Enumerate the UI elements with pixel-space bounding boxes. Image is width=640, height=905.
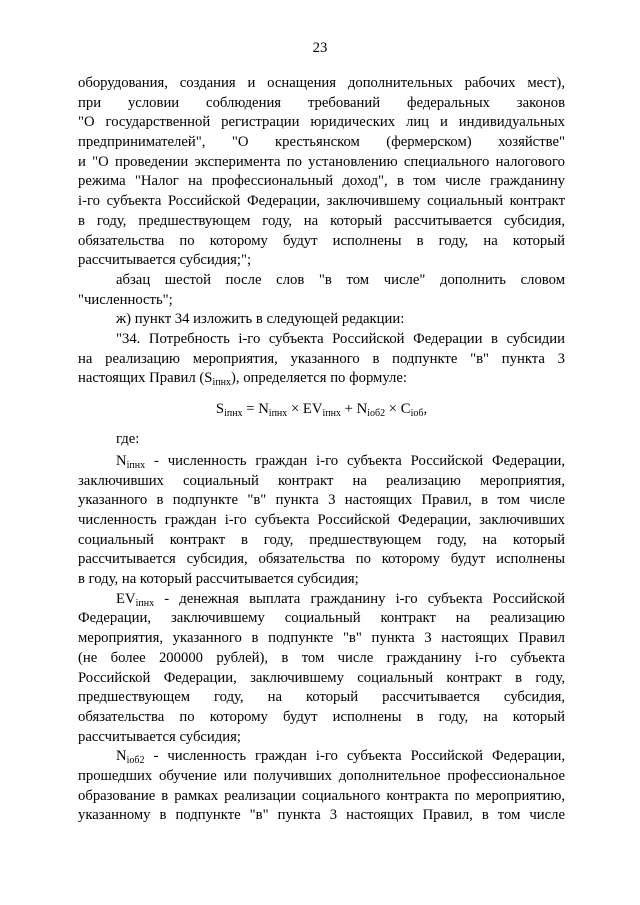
formula-symbol: N — [356, 401, 368, 417]
amendment-point-34 — [78, 310, 565, 330]
definition-text: - численность граждан i-го субъекта Российской Федерации, — [144, 748, 565, 765]
text-line: указанного в подпункте "в" пункта 3 настоящих Правил, в том числе — [78, 492, 565, 509]
definition — [78, 747, 565, 826]
formula-operator: = — [246, 401, 255, 417]
formula-end: , — [423, 401, 428, 417]
definition-first-line — [78, 590, 565, 610]
formula-symbol: S — [215, 401, 225, 417]
text-line: рассчитывается субсидия; — [78, 728, 241, 745]
text-line: "34. Потребность i-го субъекта Российской Федерации в субсидии — [116, 330, 565, 347]
text-line: оборудования, создания и оснащения дополнительных рабочих мест), — [78, 75, 565, 91]
text-fragment: ), определяется по формуле: — [230, 370, 407, 387]
text-line: режима "Налог на профессиональный доход", в том числе гражданину — [78, 173, 565, 190]
definition-text: - денежная выплата гражданину i-го субъекта Российской — [154, 590, 565, 607]
text-line: "О государственной регистрации юридических лиц и индивидуальных — [78, 114, 565, 131]
definition — [78, 452, 565, 590]
text-line: в году, на который рассчитывается субсидия; — [78, 571, 359, 588]
text-line: Российской Федерации, заключившему социальный контракт в году, — [78, 669, 565, 686]
formula-operator: × — [290, 401, 300, 417]
definition — [78, 590, 565, 748]
text-line: мероприятия, указанного в подпункте "в" пункта 3 настоящих Правил — [78, 630, 565, 647]
formula-operator: × — [388, 401, 398, 417]
definition-first-line — [78, 747, 565, 767]
text-line: рассчитывается субсидия, обязательства по которому будут исполнены — [78, 551, 565, 568]
formula-operator: + — [344, 401, 353, 417]
formula-subscript: iпнх — [224, 408, 243, 419]
definition-first-line — [78, 452, 565, 472]
formula-symbol: EV — [302, 401, 323, 417]
text-line: обязательства по которому будут исполнены в году, на который — [78, 708, 565, 725]
text-line: численность граждан i-го субъекта Российской Федерации, заключивших — [78, 512, 565, 529]
formula-subscript: iоб — [410, 408, 424, 419]
text-fragment: настоящих Правил (S — [78, 370, 213, 387]
subscript: iпнх — [212, 377, 231, 389]
text-line: Федерации, заключившему социальный контракт на реализацию — [78, 610, 565, 627]
text-line: рассчитывается субсидия;"; — [78, 252, 252, 269]
text-line: заключивших социальный контракт на реализацию мероприятия, — [78, 472, 565, 489]
definition-subscript: iоб2 — [126, 755, 145, 767]
formula-subscript: iоб2 — [367, 408, 386, 419]
intro-paragraph — [78, 74, 565, 271]
text-line: указанному в подпункте "в" пункта 3 настоящих Правил, в том числе — [78, 807, 565, 824]
where-label: где: — [116, 430, 140, 447]
text-line: абзац шестой после слов "в том числе" дополнить словом — [116, 271, 565, 288]
definition-symbol: EV — [116, 590, 136, 607]
text-line: "численность"; — [78, 291, 173, 308]
formula-symbol: N — [258, 401, 269, 417]
formula-symbol: C — [400, 401, 411, 417]
definition-symbol: N — [116, 748, 127, 765]
text-line: обязательства по которому будут исполнены в году, на который — [78, 232, 565, 249]
text-line: предшествующем году, на который рассчитывается субсидия, — [78, 689, 565, 706]
text-line: ж) пункт 34 изложить в следующей редакции: — [116, 311, 405, 328]
text-line: на реализацию мероприятия, указанного в подпункте "в" пункта 3 — [78, 350, 565, 367]
formula-subscript: iпнх — [268, 408, 288, 419]
text-line: социальный контракт в году, предшествующем году, на который — [78, 531, 565, 548]
text-line — [78, 369, 565, 389]
text-line: образование в рамках реализации социального контракта по мероприятию, — [78, 787, 565, 804]
document-body — [78, 74, 565, 826]
text-line: i-го субъекта Российской Федерации, заключившему социальный контракт — [78, 193, 565, 210]
definition-symbol: N — [116, 452, 127, 469]
text-line: прошедших обучение или получивших дополнительное профессиональное — [78, 767, 565, 784]
amendment-paragraph-six — [78, 271, 565, 310]
page-number: 23 — [312, 40, 328, 56]
text-line: предпринимателей", "О крестьянском (фермерском) хозяйстве" — [78, 134, 565, 151]
point-34-paragraph — [78, 330, 565, 389]
text-line: (не более 200000 рублей), в том числе гражданину i-го субъекта — [78, 649, 565, 666]
text-line: и "О проведении эксперимента по установлению специального налогового — [78, 153, 565, 170]
definition-subscript: iпнх — [126, 459, 146, 471]
formula — [78, 400, 565, 420]
definition-text: - численность граждан i-го субъекта Российской Федерации, — [145, 452, 565, 469]
formula-subscript: iпнх — [322, 408, 341, 419]
text-line: при условии соблюдения требований федеральных законов — [78, 94, 565, 111]
definition-subscript: iпнх — [135, 597, 155, 609]
text-line: в году, предшествующем году, на который рассчитывается субсидия, — [78, 212, 565, 229]
